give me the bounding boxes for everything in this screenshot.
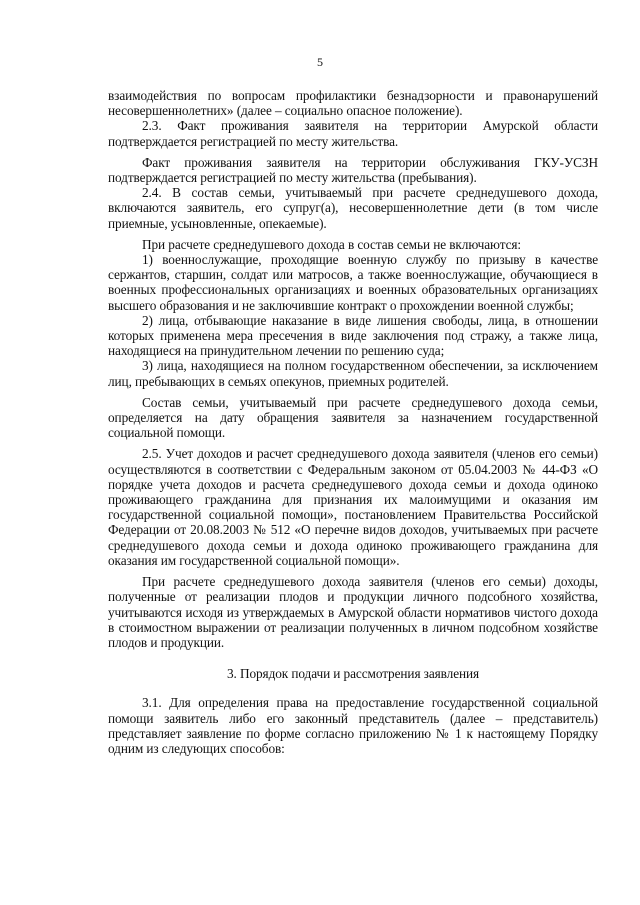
paragraph-2-4: 2.4. В состав семьи, учитываемый при расчете среднедушевого дохода, включаются заявитель, его супруг(а), несовершеннолетние дети (в том числе приемные, усыновленные, опекаемые). (108, 185, 598, 231)
list-item-1: 1) военнослужащие, проходящие военную службу по призыву в качестве сержантов, старшин, солдат или матросов, а также военнослужащие, обучающиеся в военных профессиональных организациях и военных образовательных организациях высшего образования и не заключившие контракт о прохождении военной службы; (108, 252, 598, 313)
paragraph-3-1: 3.1. Для определения права на предоставление государственной социальной помощи заявитель либо его законный представитель (далее – представитель) представляет заявление по форме согласно приложению № 1 к настоящему Порядку одним из следующих способов: (108, 695, 598, 756)
paragraph-2-3: 2.3. Факт проживания заявителя на территории Амурской области подтверждается регистрацией по месту жительства. (108, 118, 598, 149)
paragraph-residence: Факт проживания заявителя на территории обслуживания ГКУ-УСЗН подтверждается регистрацией по месту жительства (пребывания). (108, 154, 598, 186)
paragraph-family-date: Состав семьи, учитываемый при расчете среднедушевого дохода семьи, определяется на дату обращения заявителя за назначением государственной социальной помощи. (108, 394, 598, 441)
paragraph-continuation: взаимодействия по вопросам профилактики безнадзорности и правонарушений несовершеннолетних» (далее – социально опасное положение). (108, 88, 598, 119)
paragraph-2-5: 2.5. Учет доходов и расчет среднедушевого дохода заявителя (членов его семьи) осуществляются в соответствии с Федеральным законом от 05.04.2003 № 44-ФЗ «О порядке учета доходов и расчета среднедушевого дохода семьи и дохода одиноко проживающего гражданина для признания их малоимущими и оказания им государственной социальной помощи», постановлением Правительства Российской Федерации от 20.08.2003 № 512 «О перечне видов доходов, учитываемых при расчете среднедушевого дохода семьи и дохода одиноко проживающего гражданина для оказания им государственной социальной помощи». (108, 446, 598, 568)
list-item-2: 2) лица, отбывающие наказание в виде лишения свободы, лица, в отношении которых применена мера пресечения в виде заключения под стражу, а также лица, находящиеся на принудительном лечении по решению суда; (108, 312, 598, 359)
page-number: 5 (317, 55, 323, 69)
section-heading: 3. Порядок подачи и рассмотрения заявления (226, 666, 480, 682)
list-item-3: 3) лица, находящиеся на полном государственном обеспечении, за исключением лиц, пребывающих в семьях опекунов, приемных родителей. (108, 358, 598, 389)
document-body (108, 88, 598, 756)
paragraph-exclusions-intro: При расчете среднедушевого дохода в состав семьи не включаются: (142, 236, 521, 252)
paragraph-subsidiary-farm: При расчете среднедушевого дохода заявителя (членов его семьи) доходы, полученные от реализации плодов и продукции личного подсобного хозяйства, учитываются исходя из утверждаемых в Амурской области нормативов чистого дохода в стоимостном выражении от реализации полученных в личном подсобном хозяйстве плодов и продукции. (108, 574, 598, 650)
